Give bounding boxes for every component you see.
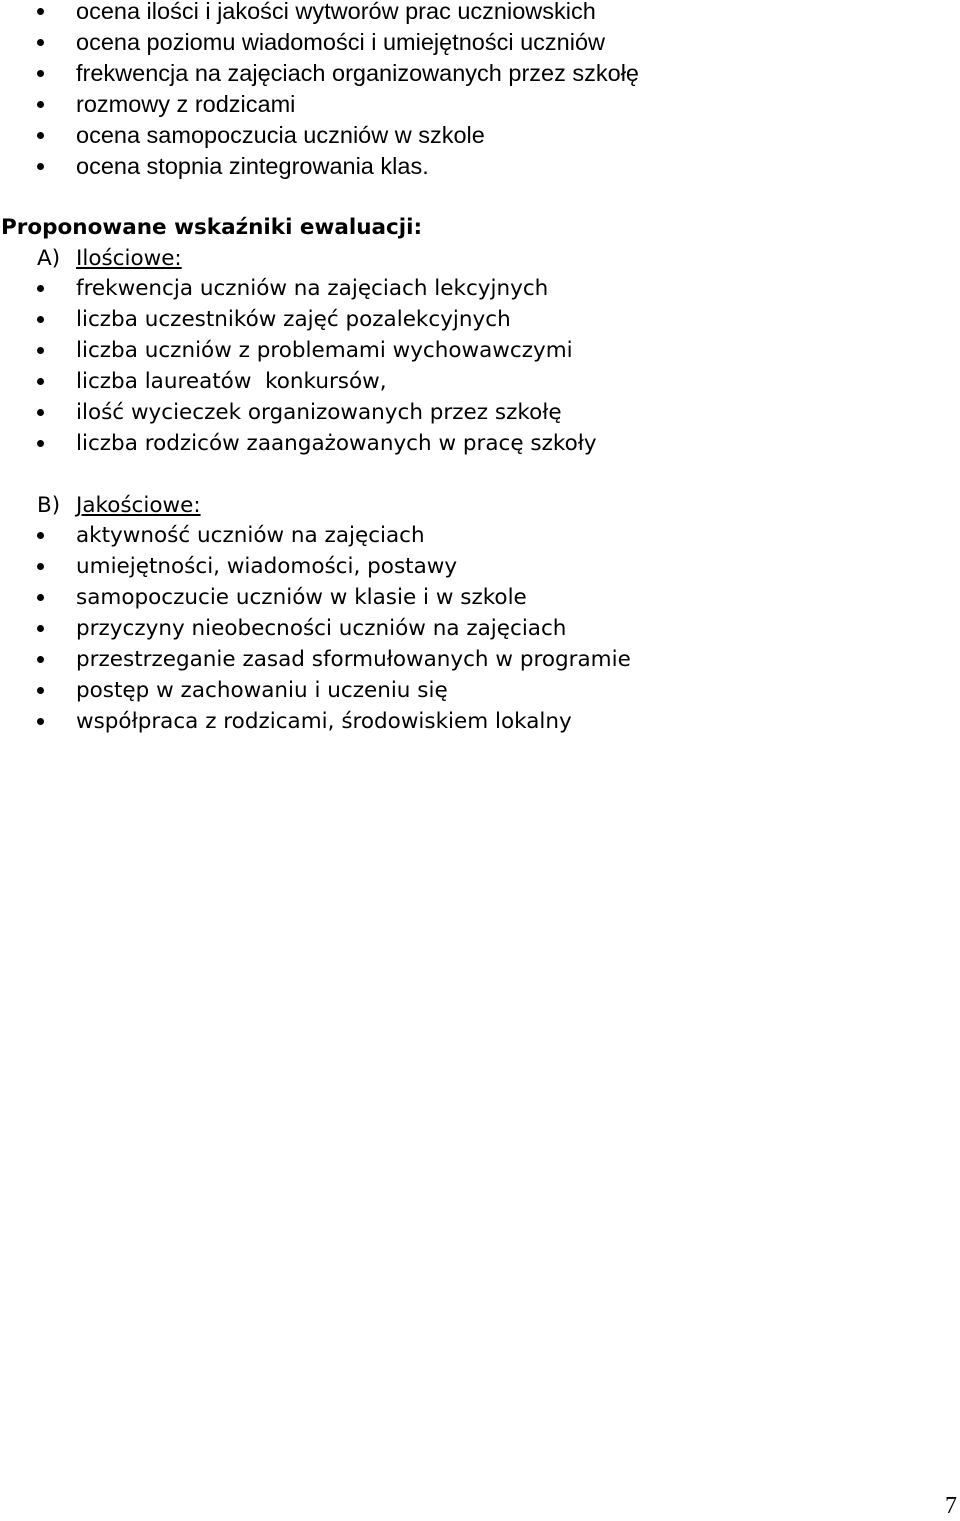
page-number: 7 [945, 1493, 957, 1519]
list-item-text: współpraca z rodzicami, środowiskiem lokalny [76, 709, 572, 734]
list-item-text: umiejętności, wiadomości, postawy [76, 554, 458, 579]
bullet-icon [37, 285, 44, 292]
bullet-icon [37, 316, 44, 323]
list-item-text: przestrzeganie zasad sformułowanych w programie [76, 647, 631, 672]
list-item-text: rozmowy z rodzicami [76, 91, 296, 117]
bullet-icon [37, 101, 44, 108]
list-item-text: ocena ilości i jakości wytworów prac uczniowskich [76, 0, 596, 24]
subsection-quantitative-heading [37, 243, 182, 274]
bullet-icon [37, 409, 44, 416]
bullet-icon [37, 8, 44, 15]
list-item-text: liczba rodziców zaangażowanych w pracę szkoły [76, 431, 597, 456]
bullet-icon [37, 656, 44, 663]
bullet-icon [37, 532, 44, 539]
list-item-text: liczba uczestników zajęć pozalekcyjnych [76, 307, 511, 332]
subsection-title: Ilościowe: [76, 246, 182, 271]
bullet-icon [37, 39, 44, 46]
list-item-text: liczba laureatów konkursów, [76, 369, 387, 394]
subsection-title: Jakościowe: [76, 493, 201, 518]
bullet-icon [37, 440, 44, 447]
list-item-text: frekwencja na zajęciach organizowanych przez szkołę [76, 60, 639, 86]
list-item-text: samopoczucie uczniów w klasie i w szkole [76, 585, 527, 610]
bullet-icon [37, 347, 44, 354]
bullet-icon [37, 132, 44, 139]
bullet-icon [37, 718, 44, 725]
list-item-text: liczba uczniów z problemami wychowawczymi [76, 338, 573, 363]
subsection-letter: A) [37, 246, 61, 271]
bullet-icon [37, 594, 44, 601]
list-item-text: ocena poziomu wiadomości i umiejętności uczniów [76, 29, 606, 55]
list-item-text: ocena samopoczucia uczniów w szkole [76, 122, 485, 148]
bullet-icon [37, 625, 44, 632]
bullet-icon [37, 70, 44, 77]
list-item-text: aktywność uczniów na zajęciach [76, 523, 425, 548]
section-heading: Proponowane wskaźniki ewaluacji: [1, 215, 423, 240]
list-item-text: przyczyny nieobecności uczniów na zajęciach [76, 616, 567, 641]
bullet-icon [37, 687, 44, 694]
list-item-text: postęp w zachowaniu i uczeniu się [76, 678, 448, 703]
list-item-text: ocena stopnia zintegrowania klas. [76, 153, 429, 179]
subsection-letter: B) [37, 493, 61, 518]
subsection-qualitative-heading [37, 490, 201, 521]
bullet-icon [37, 378, 44, 385]
list-item-text: frekwencja uczniów na zajęciach lekcyjnych [76, 276, 549, 301]
bullet-icon [37, 563, 44, 570]
bullet-icon [37, 163, 44, 170]
list-item-text: ilość wycieczek organizowanych przez szkołę [76, 400, 562, 425]
